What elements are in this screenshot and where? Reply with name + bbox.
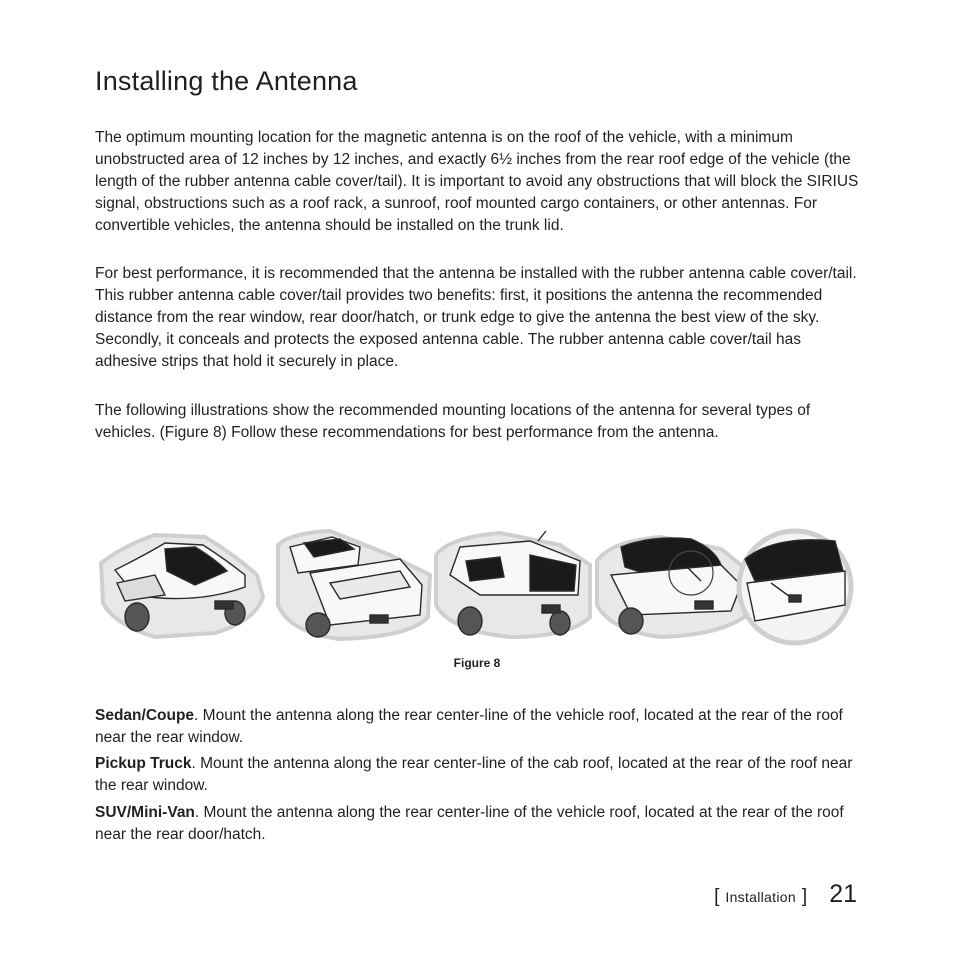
footer-open-bracket: [ xyxy=(714,886,720,907)
pickup-truck-note xyxy=(95,753,865,797)
figure-8-illustrations xyxy=(95,525,855,655)
suv-minivan-note xyxy=(95,802,865,846)
figure-caption: Figure 8 xyxy=(453,656,501,670)
suv-illustration xyxy=(436,531,590,637)
sedan-coupe-note xyxy=(95,705,865,749)
footer-close-bracket: ] xyxy=(801,886,808,907)
pickup-truck-illustration xyxy=(278,531,430,639)
antenna-closeup-illustration xyxy=(739,531,851,643)
intro-paragraph: The optimum mounting location for the magnetic antenna is on the roof of the vehicle, with a minimum unobstructed area of 12 inches by 12 inches, and exactly 6½ inches from the rear roof edge of the vehicle (the length of the rubber antenna cable cover/tail). It is important to avoid any obstructions that will block the SIRIUS signal, obstructions such as a roof rack, a sunroof, roof mounted cargo containers, or other antennas. For convertible vehicles, the antenna should be installed on the trunk lid. xyxy=(95,129,859,234)
illustrations-paragraph: The following illustrations show the recommended mounting locations of the antenna for several types of vehicles. (Figure 8) Follow these recommendations for best performance from the antenna. xyxy=(95,402,811,441)
sedan-coupe-term: Sedan/Coupe xyxy=(95,707,195,724)
page-number: 21 xyxy=(829,880,857,908)
cable-cover-paragraph: For best performance, it is recommended that the antenna be installed with the rubber antenna cable cover/tail. This rubber antenna cable cover/tail provides two benefits: first, it positions the antenna the recommended distance from the rear window, rear door/hatch, or trunk edge to give the antenna the best view of the sky. Secondly, it conceals and protects the exposed antenna cable. The rubber antenna cable cover/tail has adhesive strips that hold it securely in place. xyxy=(95,265,857,370)
page-footer xyxy=(714,880,857,909)
pickup-truck-text: . Mount the antenna along the rear center-line of the cab roof, located at the rear of the roof near the rear window. xyxy=(95,755,853,794)
pickup-truck-term: Pickup Truck xyxy=(95,755,192,772)
convertible-illustration xyxy=(597,537,751,637)
sedan-illustration xyxy=(101,535,263,637)
page-title: Installing the Antenna xyxy=(95,66,358,96)
footer-section-label: Installation xyxy=(725,889,796,905)
suv-minivan-term: SUV/Mini-Van xyxy=(95,804,195,821)
suv-minivan-text: . Mount the antenna along the rear center-line of the vehicle roof, located at the rear of the roof near the rear door/hatch. xyxy=(95,804,844,843)
sedan-coupe-text: . Mount the antenna along the rear center-line of the vehicle roof, located at the rear of the roof near the rear window. xyxy=(95,707,843,746)
